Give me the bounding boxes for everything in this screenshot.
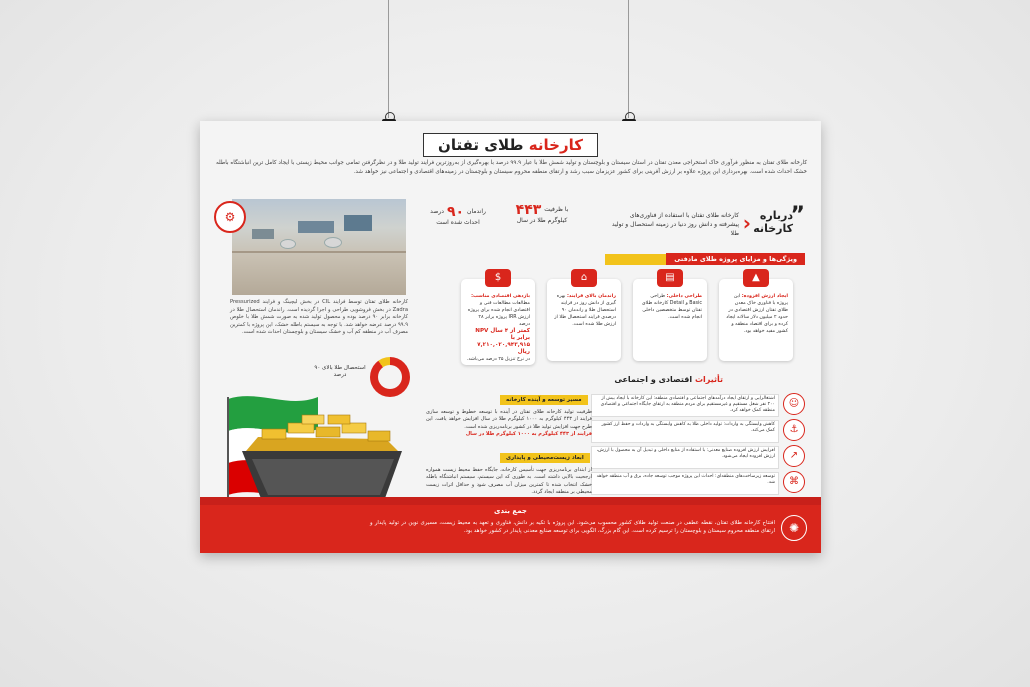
about-text: کارخانه طلای تفتان با استفاده از فناوری‌های پیشرفته و دانش روز دنیا در زمینه استحصال و تولید طلا [611, 212, 739, 237]
people-icon: ☺ [783, 393, 805, 415]
card2-lead: طراحی داخلی: [666, 294, 702, 299]
summary-footer [200, 501, 821, 553]
network-icon: ✺ [781, 515, 807, 541]
card1-text: این پروژه با فناوری خاک معدن طلای تفتان ارزش اقتصادی در حدود ۲ میلیون دلار سالانه ایجاد کرده و برای اقتصاد منطقه و کشور مفید خواهد بود. [726, 294, 788, 334]
infographic-poster [200, 121, 821, 553]
econ-title [614, 375, 723, 384]
road-icon: ⌘ [783, 471, 805, 493]
feature-card-economic-return [461, 272, 535, 365]
recovery-label: استحصال طلا بالای ۹۰ درصد [314, 365, 366, 378]
factory-small-icon: ⌂ [571, 269, 597, 287]
card4-lead: بازدهی اقتصادی مناسب: [471, 294, 530, 299]
econ-item-infrastructure [591, 471, 805, 493]
efficiency-unit: درصد [430, 208, 444, 215]
dev-body: ظرفیت تولید کارخانه طلای تفتان در آینده با توسعه خطوط و توسعه سازی فرایند از ۴۴۳ کیلوگرم به ۱۰۰۰ کیلوگرم طلا در سال افزایش خواهد یافت. این طرح جهت افزایش تولید طلا در کشور برنامه‌ریزی شده است. [426, 409, 592, 430]
card4-npv: کمتر از ۴ سال NPV برابر با ۷,۲۱۰,۰۲۰,۹۴۳,۹۱۵ ریال [475, 328, 530, 355]
coins-icon: $ [485, 269, 511, 287]
econ-title-dark: اقتصادی و اجتماعی [614, 375, 693, 384]
growth-icon: ↗ [783, 445, 805, 467]
plant-aerial-photo [232, 199, 406, 295]
footer-text: افتتاح کارخانه طلای تفتان، نقطه عطفی در صنعت تولید طلای کشور محسوب می‌شود. این پروژه با تکیه بر دانش، فناوری و تعهد به محیط زیست، مسیری نوین در تولید پایدار و ارتقای منطقه محروم سیستان و بلوچستان را ترسیم کرده است. این گام بزرگ، الگویی برای توسعه صنایع معدنی پایدار در کشور خواهد بود. [370, 520, 775, 534]
quote-mark-icon: ” [790, 203, 805, 228]
chevron-left-icon: ‹ [742, 211, 751, 235]
title-dark: طلای تفتان [438, 136, 524, 154]
efficiency-value: ۹۰ [446, 204, 465, 220]
poster-title [200, 133, 821, 157]
card1-lead: ایجاد ارزش افزوده: [741, 294, 788, 299]
plant-process-text: کارخانه طلای تفتان توسط فرایند CIL در بخش لیچینگ و فرایند Pressurized Zadra در بخش فروشویی طراحی و اجرا گردیده است. راندمان استحصال طلا در کارخانه برابر ۹۰ درصد بوده و محصول تولید شده به صورت شمش طلا با خلوص ۹۹.۹ درصد عرضه خواهد شد. با توجه به سیستم باطله خشک، این پروژه با کمترین مصرف آب در منطقه کم آب و خشک سیستان و بلوچستان احداث شده است. [230, 299, 409, 336]
card4-text: مطالعات مطالعات فنی و اقتصادی انجام شده برای پروژه ارزش IRR پروژه برابر ۲۸ درصد [467, 301, 530, 327]
intro-paragraph: کارخانه طلای تفتان به منظور فرآوری خاک استخراجی معدن تفتان در استان سیستان و بلوچستان و تولید شمش طلا با عیار ۹۹.۹ درصد با بهره‌گیری از به‌روزترین فرایند تولید طلا و در نظرگرفتن تمامی جوانب محیط زیستی با ایجاد کامل ترین انباشتگاه باطله خشک احداث شده است. بهره‌برداری این پروژه علاوه بر ارزش آفرینی برای کشور عزیزمان سبب رشد و ارتقای منطقه محروم سیستان و بلوچستان در زمینه‌های اقتصادی و اجتماعی نیز خواهد شد. [216, 160, 807, 175]
econ3-text: افزایش ارزش افزوده صنایع معدنی: با استفاده از منابع داخلی و تبدیل آن به محصول با ارزش، ارزش افزوده ایجاد می‌شود. [591, 446, 779, 469]
feature-card-value-added [719, 272, 793, 361]
efficiency-stat [418, 205, 498, 227]
dev-tag: مسیر توسعه و آینده کارخانه [500, 395, 588, 405]
document-icon: ▤ [657, 269, 683, 287]
title-red: کارخانه [528, 136, 583, 154]
about-heading: درباره کارخانه [753, 209, 793, 235]
econ-item-value-added [591, 445, 805, 467]
capacity-prefix: با ظرفیت [544, 206, 569, 213]
econ4-text: توسعه زیرساخت‌های منطقه‌ای: احداث این پروژه موجب توسعه جاده، برق و آب منطقه خواهد شد. [591, 472, 779, 495]
econ1-text: اشتغالزایی و ارتقای ایجاد درآمدهای اجتماعی و اقتصادی منطقه: این کارخانه با ایجاد بیش از ۲۰۰ نفر شغل مستقیم و غیرمستقیم برای مردم منطقه به ارتقای جایگاه اجتماعی و اقتصادی منطقه کمک خواهد کرد. [591, 394, 779, 417]
econ-item-jobs [591, 393, 805, 415]
efficiency-bottom: احداث شده است [436, 219, 480, 226]
efficiency-prefix: راندمان [467, 208, 486, 215]
feature-card-efficiency [547, 272, 621, 361]
env-text: از ابتدای برنامه‌ریزی جهت تأسیس کارخانه، جایگاه حفظ محیط زیست همواره ارجحیت بالایی داشته است. به طوری که این سیستم، سیستم انباشتگاه باطله خشک انتخاب شده تا کمترین میزان آب مصرف شود و حداقل اثرات زیست محیطی بر منطقه ایجاد گردد. [426, 467, 592, 496]
factory-icon: ⚙ [214, 201, 246, 233]
econ-title-red: تأثیرات [694, 375, 723, 384]
env-tag: ابعاد زیست‌محیطی و پایداری [500, 453, 590, 463]
hanging-string-left [388, 0, 389, 118]
dev-highlight: فرایند از ۴۴۳ کیلوگرم به ۱۰۰۰ کیلوگرم طلا در سال [465, 431, 592, 438]
capacity-value: ۴۴۳ [515, 202, 542, 218]
card4-rate: در نرخ تنزیل ۲۵ درصد می‌باشد. [466, 357, 530, 362]
econ2-text: کاهش وابستگی به واردات: تولید داخلی طلا به کاهش وابستگی به واردات و حفظ ارز کشور کمک می‌کند. [591, 420, 779, 443]
features-title: ویژگی‌ها و مزایای پروژه طلای مادفتی [666, 253, 805, 265]
econ-item-imports [591, 419, 805, 441]
feature-card-local-design [633, 272, 707, 361]
card2-text: طراحی Basic و Detail کارخانه طلای تفتان توسط متخصصین داخلی انجام شده است. [641, 294, 702, 320]
card3-lead: راندمان بالای فرایند: [567, 294, 616, 299]
footer-label: جمع بندی [494, 507, 527, 515]
card3-text: بهره گیری از دانش روز در فرایند استحصال طلا و راندمان ۹۰ درصدی فرایند استحصال طلا از ارزش طلا شده است. [554, 294, 616, 327]
capacity-stat [502, 203, 582, 225]
capacity-unit: کیلوگرم طلا در سال [516, 217, 568, 224]
ship-icon: ⚓ [783, 419, 805, 441]
dev-text [426, 409, 592, 439]
hanging-string-right [628, 0, 629, 118]
chart-icon: ▲ [743, 269, 769, 287]
